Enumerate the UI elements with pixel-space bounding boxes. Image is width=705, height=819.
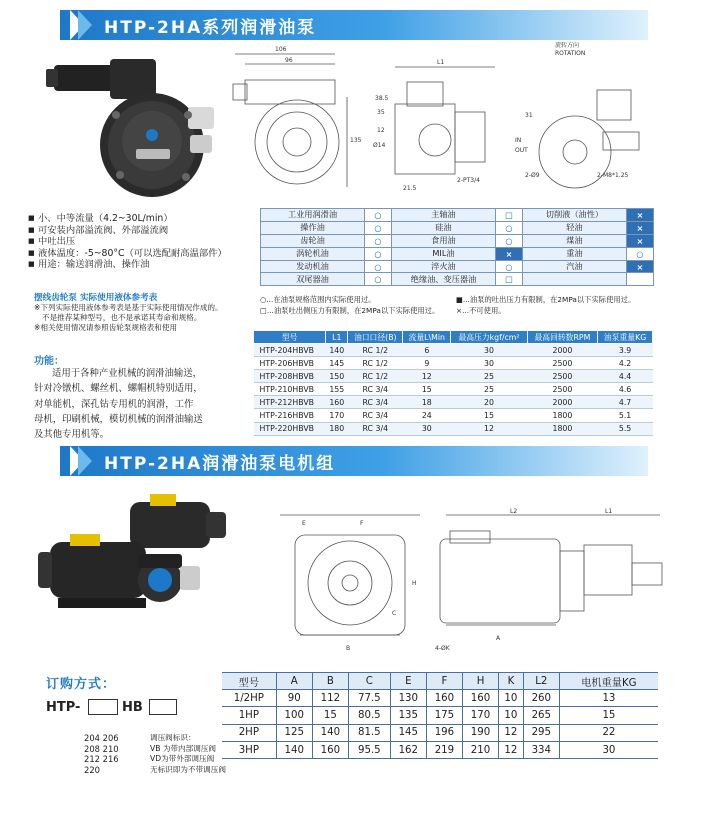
feature-item: ■ 小、中等流量（4.2~30L/min） <box>28 213 253 225</box>
section-banner-pump <box>60 10 648 40</box>
motor-header: 电机重量KG <box>559 673 658 690</box>
dim-label: 12 <box>377 127 385 134</box>
compat-mark: ○ <box>364 234 391 247</box>
pump-spec-table <box>253 330 653 436</box>
compat-mark: ○ <box>495 234 522 247</box>
dim-label: 106 <box>275 46 287 53</box>
chevron-icon <box>78 10 92 40</box>
spec-cell: 6 <box>403 344 451 357</box>
spec-cell: 2000 <box>527 344 597 357</box>
valve-code-box[interactable] <box>149 699 177 715</box>
motor-cell: 170 <box>462 707 498 724</box>
motor-header: E <box>390 673 426 690</box>
spec-cell: RC 1/2 <box>348 370 403 383</box>
spec-cell: HTP-210HBVB <box>254 383 326 396</box>
spec-cell: 12 <box>451 422 527 435</box>
dim-label: Ø14 <box>373 142 386 149</box>
motor-cell: 160 <box>312 741 348 758</box>
table-row <box>254 422 653 435</box>
spec-cell: RC 3/4 <box>348 422 403 435</box>
function-line: 母机，印刷机械，模切机械的润滑油输送 <box>34 413 203 425</box>
spec-cell: 155 <box>326 383 348 396</box>
order-prefix: HTP- <box>46 700 81 715</box>
spec-cell: 170 <box>326 409 348 422</box>
spec-cell: 12 <box>403 370 451 383</box>
compat-mark <box>626 273 653 286</box>
feature-item: ■ 可安装内部溢流阀、外部溢流阀 <box>28 225 253 237</box>
motor-cell: 30 <box>559 741 658 758</box>
motor-spec-table <box>222 672 658 759</box>
valve-line: VB 为带内部调压阀 <box>150 743 216 753</box>
dim-label: L1 <box>437 59 445 66</box>
rotation-label-en: ROTATION <box>555 50 586 57</box>
spec-cell: 180 <box>326 422 348 435</box>
table-row <box>222 741 658 758</box>
section-title: HTP-2HA系列润滑油泵 <box>104 17 317 38</box>
order-middle-text: HB <box>122 700 143 715</box>
spec-cell: 2500 <box>527 357 597 370</box>
fluid-name: 绝缘油、变压器油 <box>391 273 495 286</box>
table-row <box>254 370 653 383</box>
table-row <box>254 409 653 422</box>
spec-cell: 1800 <box>527 422 597 435</box>
table-row <box>222 690 658 707</box>
fluid-name: 工业用润滑油 <box>261 209 365 222</box>
order-middle <box>122 700 143 715</box>
motor-header: F <box>426 673 462 690</box>
motor-cell: 334 <box>523 741 559 758</box>
spec-cell: 2500 <box>527 383 597 396</box>
note-line: 不是推荐某种型号，也不是承诺其寿命和规格。 <box>42 313 202 322</box>
fluid-name: 切削液（油性） <box>522 209 626 222</box>
motor-header: H <box>462 673 498 690</box>
spec-cell: 30 <box>403 422 451 435</box>
fluid-name: 淬火油 <box>391 260 495 273</box>
fluid-name: 煤油 <box>522 234 626 247</box>
dim-label: 38.5 <box>375 95 389 102</box>
motor-dimension-drawing <box>260 505 700 665</box>
motor-cell: 81.5 <box>348 724 390 741</box>
feature-item: ■ 液体温度：-5~80°C（可以选配耐高温部件） <box>28 248 253 260</box>
motor-cell: 140 <box>312 724 348 741</box>
function-text <box>34 366 270 442</box>
size-line: 212 216 <box>84 754 119 765</box>
dim-label: C <box>392 610 397 617</box>
fluid-row <box>261 234 654 247</box>
dim-label: 2-PT3/4 <box>457 177 480 184</box>
spec-cell: 3.9 <box>598 344 653 357</box>
motor-cell: 162 <box>390 741 426 758</box>
dim-label: L1 <box>605 508 613 515</box>
motor-cell: 175 <box>426 707 462 724</box>
spec-cell: RC 3/4 <box>348 383 403 396</box>
fluid-name: 硅油 <box>391 221 495 234</box>
spec-cell: 4.2 <box>598 357 653 370</box>
chevron-icon <box>78 446 92 476</box>
motor-header: A <box>276 673 312 690</box>
dim-label: H <box>412 580 417 587</box>
motor-cell: 22 <box>559 724 658 741</box>
spec-cell: HTP-204HBVB <box>254 344 326 357</box>
motor-cell: 260 <box>523 690 559 707</box>
spec-header: L1 <box>326 331 348 344</box>
fluid-name: 双尾器油 <box>261 273 365 286</box>
compat-mark: × <box>495 247 522 260</box>
spec-cell: 4.4 <box>598 370 653 383</box>
spec-cell: 30 <box>451 357 527 370</box>
spec-cell: 5.1 <box>598 409 653 422</box>
motor-cell: 95.5 <box>348 741 390 758</box>
legend-item: ■...油泵的吐出压力有限制，在2MPa以下实际使用过。 <box>456 295 636 304</box>
spec-cell: 2500 <box>527 370 597 383</box>
dim-label: 2-Ø9 <box>525 172 540 179</box>
spec-cell: 145 <box>326 357 348 370</box>
table-row <box>222 724 658 741</box>
fluid-name: 食用油 <box>391 234 495 247</box>
motor-cell: 265 <box>523 707 559 724</box>
order-title: 订购方式： <box>46 677 117 692</box>
motor-cell: 125 <box>276 724 312 741</box>
motor-cell: 145 <box>390 724 426 741</box>
spec-cell: 30 <box>451 344 527 357</box>
spec-cell: 24 <box>403 409 451 422</box>
pump-photo <box>40 45 220 205</box>
table-row <box>254 383 653 396</box>
feature-list <box>28 213 253 271</box>
section-banner-motor <box>60 446 648 476</box>
compat-mark: □ <box>495 209 522 222</box>
fluid-name: MIL油 <box>391 247 495 260</box>
spec-cell: RC 1/2 <box>348 344 403 357</box>
compat-mark: × <box>626 260 653 273</box>
compat-mark: ○ <box>364 221 391 234</box>
spec-cell: 20 <box>451 396 527 409</box>
fluid-name: 涡轮机油 <box>261 247 365 260</box>
fluid-name: 重油 <box>522 247 626 260</box>
motor-cell: 295 <box>523 724 559 741</box>
valve-line: VD为带外部调压阀 <box>150 754 215 764</box>
table-row <box>254 396 653 409</box>
motor-cell: 130 <box>390 690 426 707</box>
motor-cell: 135 <box>390 707 426 724</box>
motor-cell: 12 <box>499 724 524 741</box>
fluid-name: 汽油 <box>522 260 626 273</box>
compat-mark: ○ <box>495 221 522 234</box>
fluid-name: 发动机油 <box>261 260 365 273</box>
motor-cell: 160 <box>426 690 462 707</box>
function-line: 对单能机，深孔钻专用机的润滑，工作 <box>34 398 194 410</box>
legend-item: ×...不可使用。 <box>456 306 506 315</box>
motor-cell: 1/2HP <box>222 690 276 707</box>
motor-header: L2 <box>523 673 559 690</box>
spec-cell: HTP-206HBVB <box>254 357 326 370</box>
motor-cell: 77.5 <box>348 690 390 707</box>
spec-cell: 150 <box>326 370 348 383</box>
motor-header: 型号 <box>222 673 276 690</box>
fluid-reference-notes <box>34 303 259 333</box>
size-code-box[interactable] <box>88 699 118 715</box>
motor-cell: 15 <box>559 707 658 724</box>
table-row <box>254 344 653 357</box>
dim-label: E <box>302 520 306 527</box>
table-row <box>254 357 653 370</box>
spec-cell: 9 <box>403 357 451 370</box>
motor-header: K <box>499 673 524 690</box>
compat-mark: ○ <box>364 273 391 286</box>
compat-mark: × <box>626 221 653 234</box>
motor-header: B <box>312 673 348 690</box>
valve-options <box>150 733 226 775</box>
compat-mark: □ <box>495 273 522 286</box>
fluid-row <box>261 247 654 260</box>
motor-cell: 10 <box>499 690 524 707</box>
spec-header: 型号 <box>254 331 326 344</box>
spec-header: 最高压力kgf/cm² <box>451 331 527 344</box>
motor-cell: 15 <box>312 707 348 724</box>
motor-cell: 112 <box>312 690 348 707</box>
spec-cell: 15 <box>451 409 527 422</box>
spec-cell: HTP-216HBVB <box>254 409 326 422</box>
size-line: 220 <box>84 764 100 775</box>
note-line: ※下列实际使用液体参考表是基于实际使用情况作成的。 <box>34 303 223 312</box>
function-line: 及其他专用机等。 <box>34 429 110 441</box>
spec-header: 油泵重量KG <box>598 331 653 344</box>
fluid-row <box>261 221 654 234</box>
function-title: 功能： <box>34 356 64 367</box>
size-options <box>84 733 119 775</box>
dim-label: B <box>346 645 351 652</box>
motor-cell: 160 <box>462 690 498 707</box>
fluid-name: 操作油 <box>261 221 365 234</box>
feature-item: ■ 用途：输送润滑油、操作油 <box>28 259 253 271</box>
valve-line: 无标识即为不带调压阀 <box>150 764 226 774</box>
motor-cell: 12 <box>499 741 524 758</box>
dim-label: F <box>360 520 364 527</box>
dim-label: 21.5 <box>403 185 417 192</box>
function-line: 针对冷镦机、螺丝机、螺帽机特别适用， <box>34 383 203 395</box>
spec-cell: RC 1/2 <box>348 357 403 370</box>
spec-cell: HTP-220HBVB <box>254 422 326 435</box>
dim-label: 31 <box>525 112 533 119</box>
pump-dimension-drawing <box>225 42 695 202</box>
dim-label: A <box>496 635 501 642</box>
fluid-name: 齿轮油 <box>261 234 365 247</box>
spec-cell: 140 <box>326 344 348 357</box>
function-line: 适用于各种产业机械的润滑油输送， <box>52 368 203 379</box>
compat-mark: × <box>626 234 653 247</box>
spec-header: 油口口径(B) <box>348 331 403 344</box>
compat-mark: × <box>626 209 653 222</box>
spec-cell: 5.5 <box>598 422 653 435</box>
spec-cell: HTP-212HBVB <box>254 396 326 409</box>
fluid-row <box>261 209 654 222</box>
dim-label: 96 <box>285 57 293 64</box>
fluid-name <box>522 273 626 286</box>
spec-cell: 160 <box>326 396 348 409</box>
size-line: 204 206 <box>84 733 119 743</box>
compat-mark: ○ <box>364 247 391 260</box>
fluid-row <box>261 273 654 286</box>
motor-cell: 80.5 <box>348 707 390 724</box>
port-label-in: IN <box>515 137 522 144</box>
fluid-compatibility-table <box>260 208 654 286</box>
note-line: ※相关使用情况请参照齿轮泵规格表和使用 <box>34 323 178 332</box>
dim-label: 135 <box>350 137 362 144</box>
motor-cell: 140 <box>276 741 312 758</box>
fluid-name: 轻油 <box>522 221 626 234</box>
port-label-out: OUT <box>515 147 528 154</box>
spec-cell: HTP-208HBVB <box>254 370 326 383</box>
dim-label: L2 <box>510 508 518 515</box>
fluid-reference-title: 摆线齿轮泵 实际使用液体参考表 <box>34 293 158 303</box>
spec-cell: RC 3/4 <box>348 396 403 409</box>
spec-cell: 1800 <box>527 409 597 422</box>
spec-cell: 25 <box>451 383 527 396</box>
motor-header: C <box>348 673 390 690</box>
fluid-row <box>261 260 654 273</box>
feature-item: ■ 中吐出压 <box>28 236 253 248</box>
motor-cell: 3HP <box>222 741 276 758</box>
size-line: 208 210 <box>84 743 119 754</box>
spec-header: 流量L\Min <box>403 331 451 344</box>
dim-label: 2-M8*1.25 <box>597 172 629 179</box>
motor-cell: 2HP <box>222 724 276 741</box>
motor-cell: 90 <box>276 690 312 707</box>
table-row <box>222 707 658 724</box>
motor-cell: 196 <box>426 724 462 741</box>
fluid-legend <box>260 294 680 316</box>
section-title: HTP-2HA润滑油泵电机组 <box>104 453 336 474</box>
motor-cell: 190 <box>462 724 498 741</box>
dim-label: 35 <box>377 109 385 116</box>
motor-cell: 100 <box>276 707 312 724</box>
motor-cell: 210 <box>462 741 498 758</box>
spec-cell: RC 3/4 <box>348 409 403 422</box>
valve-title: 调压阀标识： <box>150 733 196 742</box>
rotation-label: 旋转方向 <box>555 42 580 49</box>
motor-cell: 10 <box>499 707 524 724</box>
spec-cell: 4.7 <box>598 396 653 409</box>
spec-cell: 15 <box>403 383 451 396</box>
legend-item: ○...在油泵规格范围内实际使用过。 <box>260 295 376 304</box>
motor-pump-photo <box>30 490 240 640</box>
fluid-name: 主轴油 <box>391 209 495 222</box>
motor-cell: 13 <box>559 690 658 707</box>
order-code <box>46 700 80 715</box>
compat-mark: ○ <box>495 260 522 273</box>
spec-header: 最高回转数RPM <box>527 331 597 344</box>
spec-cell: 25 <box>451 370 527 383</box>
compat-mark: ○ <box>626 247 653 260</box>
dim-label: 4-ØK <box>435 645 450 652</box>
compat-mark: ○ <box>364 260 391 273</box>
spec-cell: 2000 <box>527 396 597 409</box>
motor-cell: 1HP <box>222 707 276 724</box>
motor-cell: 219 <box>426 741 462 758</box>
spec-cell: 4.6 <box>598 383 653 396</box>
compat-mark: ○ <box>364 209 391 222</box>
legend-item: □...油泵吐出侧压力有限制，在2MPa以下实际使用过。 <box>260 306 440 315</box>
spec-cell: 18 <box>403 396 451 409</box>
